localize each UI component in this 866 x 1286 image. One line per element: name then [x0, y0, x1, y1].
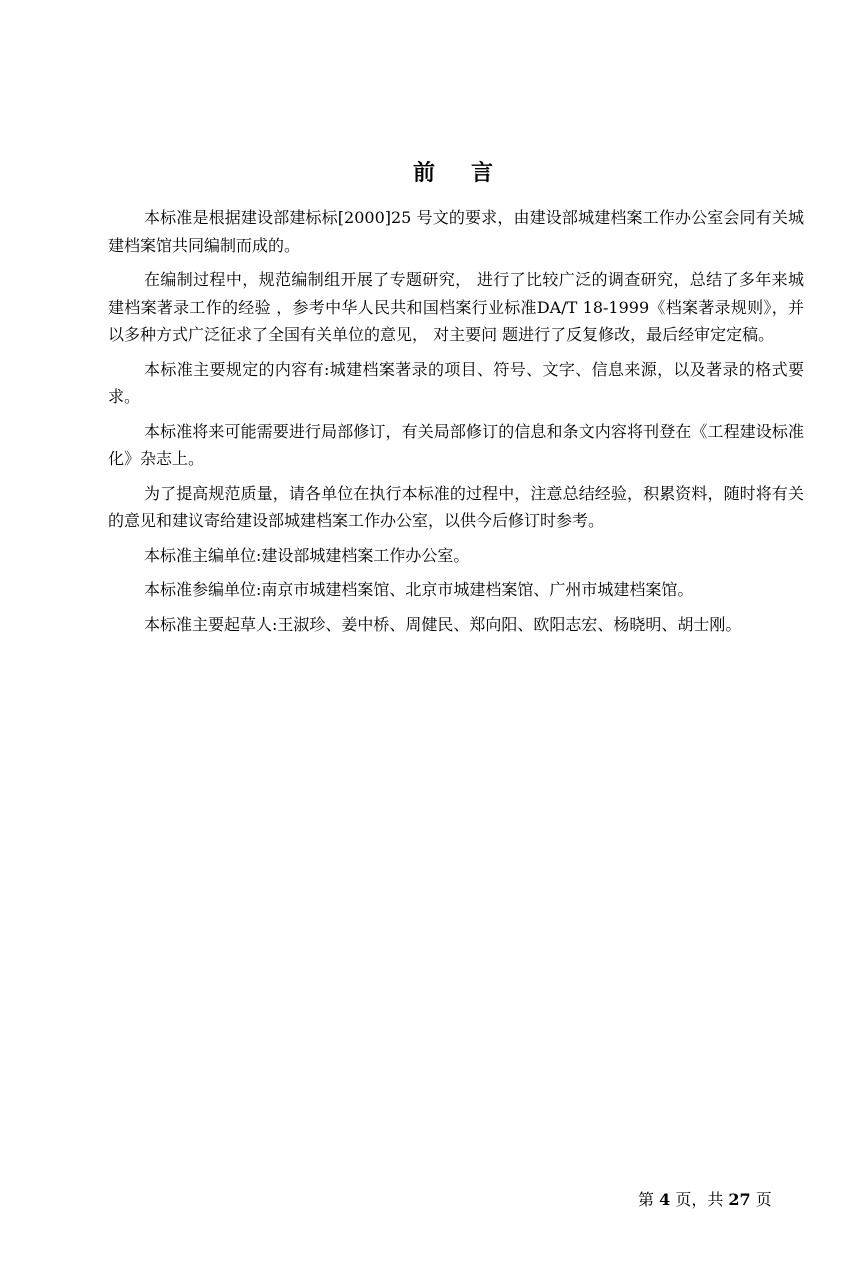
paragraph-feedback: 为了提高规范质量，请各单位在执行本标准的过程中，注意总结经验，积累资料，随时将有关的意见和建议寄给建设部城建档案工作办公室，以供今后修订时参考。 [108, 483, 804, 530]
paragraph-drafters: 本标准主要起草人:王淑珍、姜中桥、周健民、郑向阳、欧阳志宏、杨晓明、胡士刚。 [144, 614, 742, 634]
paragraph-participating-units: 本标准参编单位:南京市城建档案馆、北京市城建档案馆、广州市城建档案馆。 [144, 580, 694, 599]
paragraph-process: 在编制过程中，规范编制组开展了专题研究， 进行了比较广泛的调查研究，总结了多年来城建档案著录工作的经验 ，参考中华人民共和国档案行业标准DA/T 18-1999《档案著录规则》，并以多种方式广泛征求了全国有关单位的意见， 对主要问 题进行了反复修改，最后经审定定稿。 [108, 270, 804, 344]
page-number-footer [638, 1188, 798, 1212]
current-page-number: 4 [659, 1190, 671, 1209]
paragraph-basis: 本标准是根据建设部建标标[2000]25 号文的要求，由建设部城建档案工作办公室会同有关城建档案馆共同编制而成的。 [108, 208, 804, 255]
paragraph-content: 本标准主要规定的内容有:城建档案著录的项目、符号、文字、信息来源，以及著录的格式要求。 [108, 359, 804, 406]
footer-prefix: 第 [638, 1190, 660, 1209]
paragraph-revision: 本标准将来可能需要进行局部修订，有关局部修订的信息和条文内容将刊登在《工程建设标准化》杂志上。 [108, 421, 804, 468]
paragraph-chief-editor: 本标准主编单位:建设部城建档案工作办公室。 [144, 545, 470, 565]
footer-suffix: 页 [750, 1190, 772, 1209]
page-title: 前言 [412, 161, 529, 186]
total-page-count: 27 [728, 1190, 751, 1209]
footer-middle: 页，共 [670, 1190, 729, 1209]
document-body [108, 204, 804, 638]
